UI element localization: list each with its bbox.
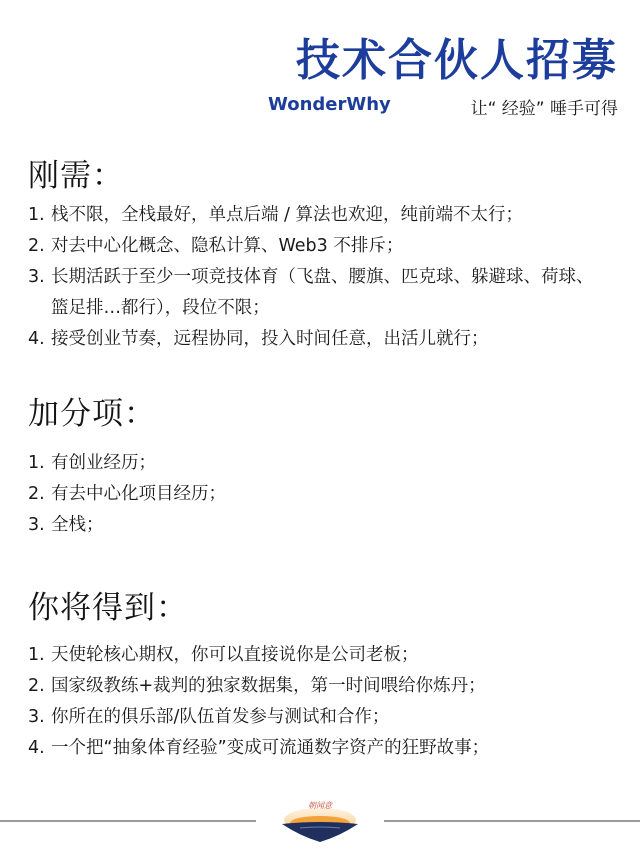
- brand-name: WonderWhy: [268, 94, 391, 115]
- list-item-number: 4.: [28, 738, 45, 758]
- list-item: [28, 671, 613, 702]
- list-item-number: 3.: [28, 267, 45, 287]
- list-item-number: 2.: [28, 484, 45, 504]
- list-item: [28, 702, 613, 733]
- sunset-logo-icon: [270, 790, 370, 846]
- list-item-text: 有创业经历；: [51, 453, 156, 473]
- list-item: [28, 262, 598, 324]
- list-item-text: 栈不限，全栈最好，单点后端 / 算法也欢迎，纯前端不太行；: [51, 205, 524, 225]
- page-title: 技术合伙人招募: [296, 35, 618, 86]
- list-item-text: 国家级教练+裁判的独家数据集，第一时间喂给你炼丹；: [51, 676, 486, 696]
- list-item-text: 一个把“抽象体育经验”变成可流通数字资产的狂野故事；: [51, 738, 490, 758]
- list-item-number: 1.: [28, 645, 45, 665]
- section-title-benefits: 你将得到：: [28, 590, 188, 626]
- list-item-number: 1.: [28, 453, 45, 473]
- list-item-text: 全栈；: [51, 515, 104, 535]
- list-item-number: 3.: [28, 515, 45, 535]
- list-item: [28, 733, 613, 764]
- list-item-number: 3.: [28, 707, 45, 727]
- list-item: [28, 200, 598, 231]
- sea: [282, 822, 358, 842]
- list-item-number: 1.: [28, 205, 45, 225]
- list-item-text: 长期活跃于至少一项竞技体育（飞盘、腰旗、匹克球、躲避球、荷球、篮足排…都行），段位不限；: [51, 267, 594, 318]
- bonus-list: [28, 448, 528, 541]
- list-item: [28, 324, 598, 355]
- slogan: 让“ 经验” 唾手可得: [470, 99, 618, 119]
- list-item-number: 2.: [28, 236, 45, 256]
- list-item-number: 4.: [28, 329, 45, 349]
- footer-divider-left: [0, 820, 256, 822]
- logo-text: 朝闻意: [308, 801, 332, 810]
- list-item-text: 你所在的俱乐部/队伍首发参与测试和合作；: [51, 707, 390, 727]
- list-item-text: 有去中心化项目经历；: [51, 484, 226, 504]
- section-title-bonus: 加分项：: [28, 396, 156, 432]
- footer-divider-right: [384, 820, 640, 822]
- list-item-text: 对去中心化概念、隐私计算、Web3 不排斥；: [51, 236, 404, 256]
- benefits-list: [28, 640, 613, 764]
- section-title-requirements: 刚需：: [28, 158, 124, 194]
- list-item: [28, 448, 528, 479]
- requirements-list: [28, 200, 598, 355]
- list-item: [28, 231, 598, 262]
- list-item: [28, 510, 528, 541]
- list-item-text: 接受创业节奏，远程协同，投入时间任意，出活儿就行；: [51, 329, 489, 349]
- list-item-number: 2.: [28, 676, 45, 696]
- list-item: [28, 640, 613, 671]
- list-item: [28, 479, 528, 510]
- list-item-text: 天使轮核心期权，你可以直接说你是公司老板；: [51, 645, 419, 665]
